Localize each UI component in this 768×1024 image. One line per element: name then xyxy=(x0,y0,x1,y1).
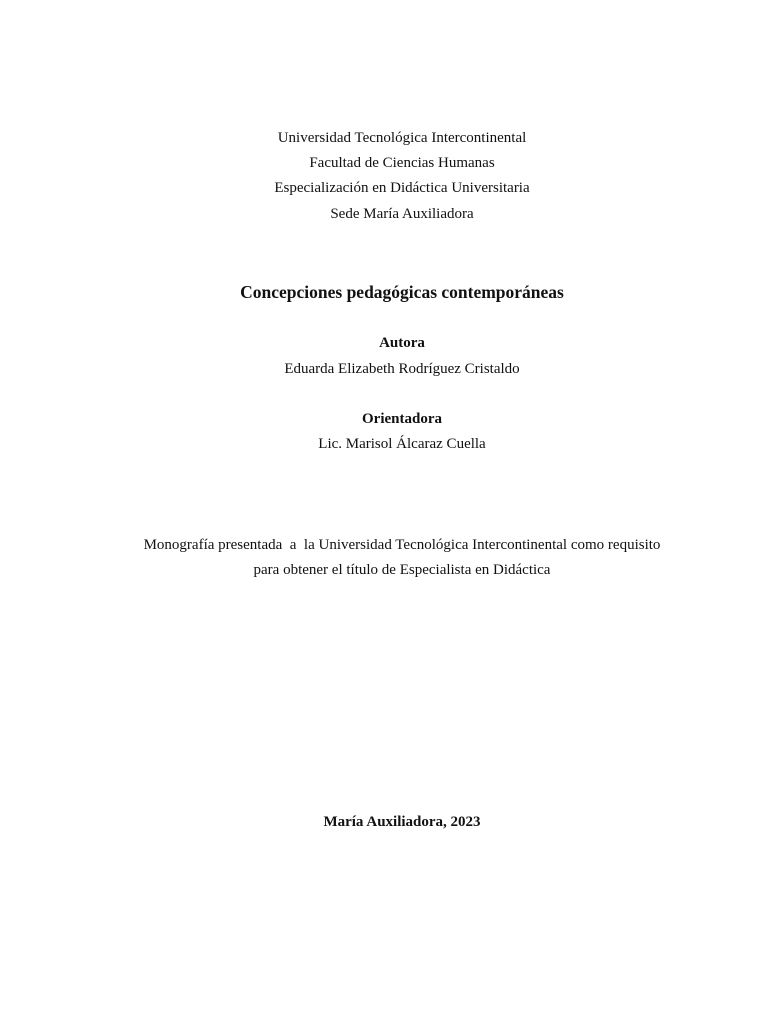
statement-line-2: para obtener el título de Especialista en Didáctica xyxy=(253,562,551,578)
statement-line-1: Monografía presentada a la Universidad Tecnológica Intercontinental como requisito xyxy=(143,537,661,553)
author-name: Eduarda Elizabeth Rodríguez Cristaldo xyxy=(284,361,520,377)
advisor-label: Orientadora xyxy=(362,411,442,427)
campus-name: Sede María Auxiliadora xyxy=(330,206,474,222)
university-name: Universidad Tecnológica Intercontinental xyxy=(277,130,527,146)
advisor-name: Lic. Marisol Álcaraz Cuella xyxy=(318,436,486,452)
document-title: Concepciones pedagógicas contemporáneas xyxy=(240,282,564,302)
author-label: Autora xyxy=(379,335,425,351)
program-name: Especialización en Didáctica Universitaria xyxy=(274,180,530,196)
place-date: María Auxiliadora, 2023 xyxy=(323,814,481,830)
faculty-name: Facultad de Ciencias Humanas xyxy=(309,155,495,171)
